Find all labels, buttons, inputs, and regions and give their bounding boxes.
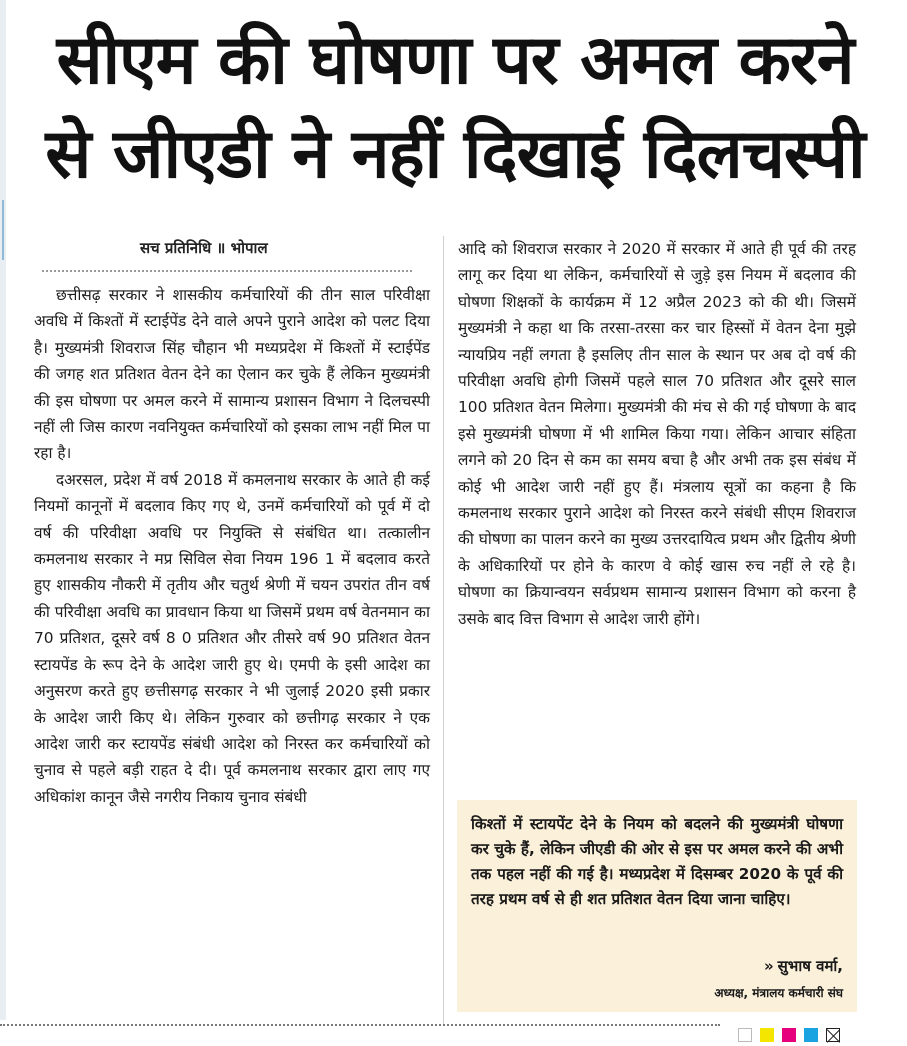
headline-line-1: सीएम की घोषणा पर अमल करने xyxy=(56,21,854,100)
article-column-left xyxy=(34,282,430,810)
color-swatch-white xyxy=(738,1028,752,1042)
quote-text: किश्तों में स्टायपेंट देने के नियम को बदलने की मुख्यमंत्री घोषणा कर चुके हैं, लेकिन जीएडी की ओर से इस पर अमल करने की अभी तक पहल नहीं की गई है। मध्यप्रदेश में दिसम्बर 2020 के पूर्व की तरह प्रथम वर्ष से ही शत प्रतिशत वेतन दिया जाना चाहिए। xyxy=(471,815,843,908)
print-registration-marks xyxy=(738,1028,840,1042)
quote-marker-icon: » xyxy=(763,957,774,975)
quote-author-name: सुभाष वर्मा, xyxy=(777,957,843,975)
headline xyxy=(20,14,890,202)
registration-cross-icon xyxy=(826,1028,840,1042)
column-divider xyxy=(443,236,444,1026)
article-column-right xyxy=(458,236,856,632)
paragraph: छत्तीसढ़ सरकार ने शासकीय कर्मचारियों की तीन साल परिवीक्षा अवधि में किश्तों में स्टाईपेंड देने वाले अपने पुराने आदेश को पलट दिया है। मुख्यमंत्री शिवराज सिंह चौहान भी मध्यप्रदेश में किश्तों में स्टाईपेंड की जगह शत प्रतिशत वेतन देने का ऐलान कर चुके हैं लेकिन मुख्यमंत्री की इस घोषणा पर अमल करने में सामान्य प्रशासन विभाग ने दिलचस्पी नहीं ली जिस कारण नवनियुक्त कर्मचारियों को इसका लाभ नहीं मिल पा रहा है। xyxy=(34,286,430,463)
color-swatch-magenta xyxy=(782,1028,796,1042)
paragraph: दअरसल, प्रदेश में वर्ष 2018 में कमलनाथ सरकार के आते ही कई नियमों कानूनों में बदलाव किए गए थे, उनमें कर्मचारियों को पूर्व में दो वर्ष की परिवीक्षा अवधि पर नियुक्ति से संबंधित था। तत्कालीन कमलनाथ सरकार ने मप्र सिविल सेवा नियम 196 1 में बदलाव करते हुए शासकीय नौकरी में तृतीय और चतुर्थ श्रेणी में चयन उपरांत तीन वर्ष की परिवीक्षा अवधि का प्रावधान किया था जिसमें प्रथम वर्ष वेतनमान का 70 प्रतिशत, दूसरे वर्ष 8 0 प्रतिशत और तीसरे वर्ष 90 प्रतिशत वेतन स्टायपेंड के रूप देने के आदेश जारी हुए थे। एमपी के इसी आदेश का अनुसरण करते हुए छत्तीसगढ़ सरकार ने भी जुलाई 2020 इसी प्रकार के आदेश जारी किए थे। लेकिन गुरुवार को छत्तीगढ़ सरकार ने एक आदेश जारी कर स्टायपेंड संबंधी आदेश को निरस्त कर कर्मचारियों को चुनाव से पहले बड़ी राहत दे दी। पूर्व कमलनाथ सरकार द्वारा लाए गए अधिकांश कानून जैसे नगरीय निकाय चुनाव संबंधी xyxy=(34,470,430,806)
quote-author-designation: अध्यक्ष, मंत्रालय कर्मचारी संघ xyxy=(714,986,843,1000)
page-edge-strip xyxy=(0,0,6,1020)
headline-line-2: से जीएडी ने नहीं दिखाई दिलचस्पी xyxy=(45,115,865,194)
color-swatch-cyan xyxy=(804,1028,818,1042)
paragraph: आदि को शिवराज सरकार ने 2020 में सरकार में आते ही पूर्व की तरह लागू कर दिया था लेकिन, कर्मचारियों से जुड़े इस नियम में बदलाव की घोषणा शिक्षकों के कार्यक्रम में 12 अप्रैल 2023 को की थी। जिसमें मुख्यमंत्री ने कहा था कि तरसा-तरसा कर चार हिस्सों में वेतन देना मुझे न्यायप्रिय नहीं लगता है इसलिए तीन साल के स्थान पर अब दो वर्ष की परिवीक्षा अवधि होगी जिसमें पहले साल 70 प्रतिशत और दूसरे साल 100 प्रतिशत वेतन मिलेगा। मुख्यमंत्री की मंच से की गई घोषणा के बाद इसे मुख्यमंत्री घोषणा में भी शामिल किया गया। लेकिन आचार संहिता लगने को 20 दिन से कम का समय बचा है और अभी तक इस संबंध में कोई भी आदेश जारी नहीं हुए हैं। मंत्रलाय सूत्रों का कहना है कि कमलनाथ सरकार पुराने आदेश को निरस्त करने संबंधी सीएम शिवराज की घोषणा का पालन करने का मुख्य उत्तरदायित्व प्रथम और द्वितीय श्रेणी के अधिकारियों पर होने के कारण वे कोई खास रुच नहीं ले रहे है। घोषणा का क्रियान्वयन सर्वप्रथम सामान्य प्रशासन विभाग को करना है उसके बाद वित्त विभाग से आदेश जारी होंगे। xyxy=(458,240,856,628)
byline: सच प्रतिनिधि ॥ भोपाल xyxy=(140,239,268,257)
quote-box xyxy=(457,800,857,1012)
quote-attribution xyxy=(764,956,843,976)
byline-divider xyxy=(42,270,412,272)
color-swatch-yellow xyxy=(760,1028,774,1042)
bottom-divider xyxy=(0,1024,720,1026)
